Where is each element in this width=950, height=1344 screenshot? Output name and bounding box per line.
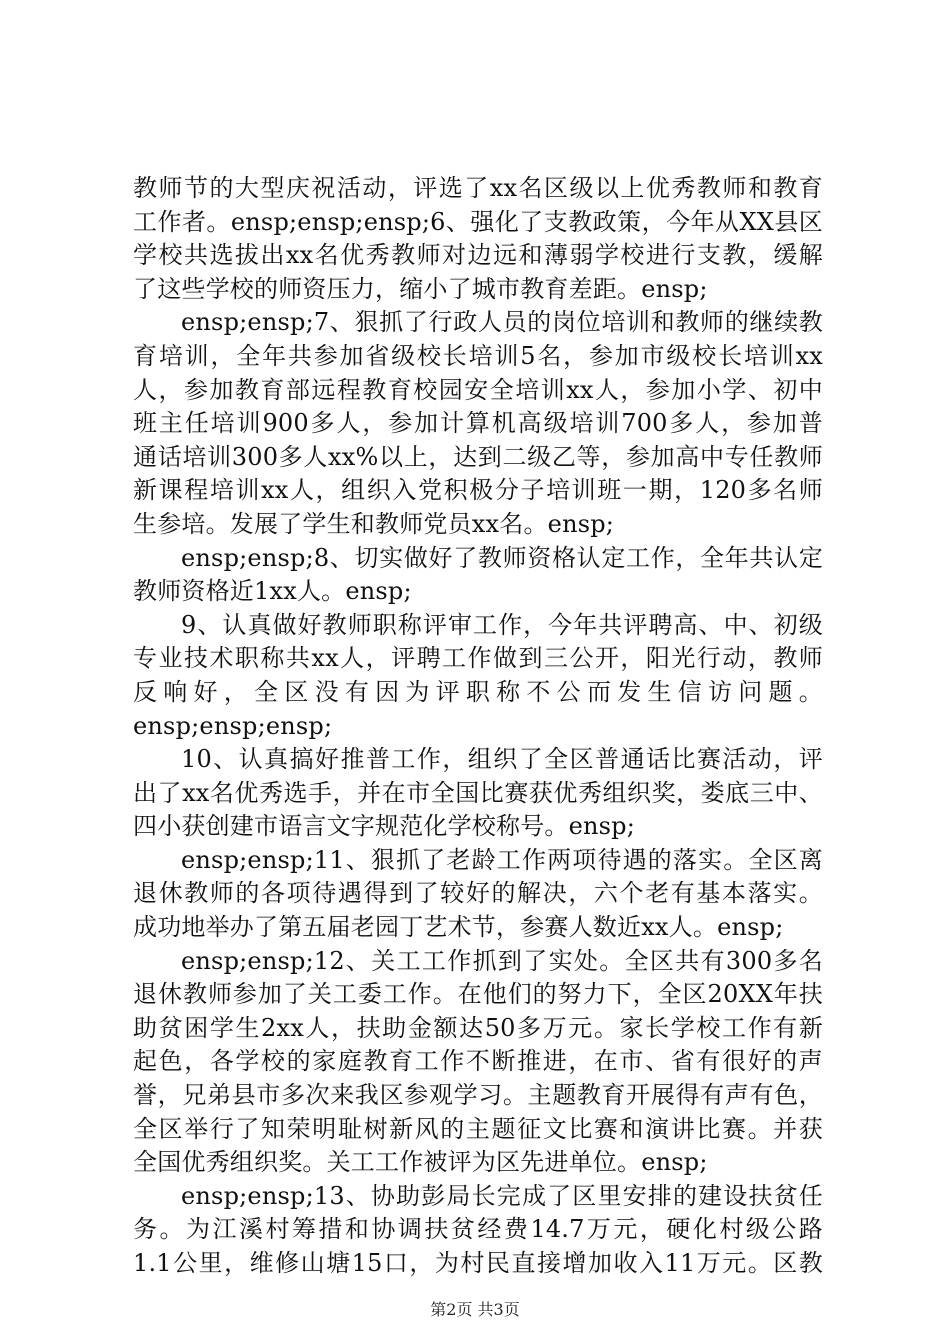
page-number-footer: 第2页 共3页 xyxy=(430,1300,520,1319)
paragraph-start-line: ensp;ensp;12、关工工作抓到了实处。全区共有300多名 xyxy=(181,946,823,975)
text-line: 教师节的大型庆祝活动，评选了xx名区级以上优秀教师和教育 xyxy=(133,174,823,202)
text-line: 1.1公里，维修山塘15口，为村民直接增加收入11万元。区教 xyxy=(133,1249,823,1277)
text-line: 生参培。发展了学生和教师党员xx名。ensp; xyxy=(133,509,615,538)
text-line: 出了xx名优秀选手，并在市全国比赛获优秀组织奖，娄底三中、 xyxy=(133,778,823,807)
paragraph-start-line: ensp;ensp;13、协助彭局长完成了区里安排的建设扶贫任 xyxy=(181,1181,823,1210)
paragraph-start-line: ensp;ensp;11、狠抓了老龄工作两项待遇的落实。全区离 xyxy=(181,845,823,874)
paragraph-start-line: ensp;ensp;7、狠抓了行政人员的岗位培训和教师的继续教 xyxy=(181,308,823,337)
text-line: 起色，各学校的家庭教育工作不断推进，在市、省有很好的声 xyxy=(133,1047,823,1076)
text-line: 班主任培训900多人，参加计算机高级培训700多人，参加普 xyxy=(133,409,823,438)
text-line: 助贫困学生2xx人，扶助金额达50多万元。家长学校工作有新 xyxy=(133,1013,823,1042)
text-line: 务。为江溪村筹措和协调扶贫经费14.7万元，硬化村级公路 xyxy=(133,1215,823,1244)
text-line: 誉，兄弟县市多次来我区参观学习。主题教育开展得有声有色， xyxy=(133,1081,823,1110)
text-line: 教师资格近1xx人。ensp; xyxy=(133,577,412,606)
paragraph-start-line: 9、认真做好教师职称评审工作，今年共评聘高、中、初级 xyxy=(181,610,823,639)
text-line: 人，参加教育部远程教育校园安全培训xx人，参加小学、初中 xyxy=(133,375,823,404)
document-body xyxy=(133,172,823,1281)
paragraph-start-line: ensp;ensp;8、切实做好了教师资格认定工作，全年共认定 xyxy=(181,543,823,572)
text-line: ensp;ensp;ensp; xyxy=(133,711,333,740)
text-line: 成功地举办了第五届老园丁艺术节，参赛人数近xx人。ensp; xyxy=(133,913,784,942)
text-line: 了这些学校的师资压力，缩小了城市教育差距。ensp; xyxy=(133,274,708,303)
text-line: 退休教师参加了关工委工作。在他们的努力下，全区20XX年扶 xyxy=(133,980,823,1009)
text-line: 反响好，全区没有因为评职称不公而发生信访问题。 xyxy=(133,677,823,706)
text-line: 四小获创建市语言文字规范化学校称号。ensp; xyxy=(133,812,636,841)
text-line: 工作者。ensp;ensp;ensp;6、强化了支教政策，今年从XX县区 xyxy=(133,207,823,236)
paragraph-start-line: 10、认真搞好推普工作，组织了全区普通话比赛活动，评 xyxy=(181,745,823,774)
text-line: 专业技术职称共xx人，评聘工作做到三公开，阳光行动，教师 xyxy=(133,644,823,673)
text-line: 退休教师的各项待遇得到了较好的解决，六个老有基本落实。 xyxy=(133,879,823,908)
text-line: 育培训，全年共参加省级校长培训5名，参加市级校长培训xx xyxy=(133,341,823,370)
text-line: 全国优秀组织奖。关工工作被评为区先进单位。ensp; xyxy=(133,1148,708,1177)
text-line: 学校共选拔出xx名优秀教师对边远和薄弱学校进行支教，缓解 xyxy=(133,241,823,270)
text-line: 通话培训300多人xx%以上，达到二级乙等，参加高中专任教师 xyxy=(133,442,823,471)
text-line: 新课程培训xx人，组织入党积极分子培训班一期，120多名师 xyxy=(133,476,823,505)
text-line: 全区举行了知荣明耻树新风的主题征文比赛和演讲比赛。并获 xyxy=(133,1114,823,1143)
